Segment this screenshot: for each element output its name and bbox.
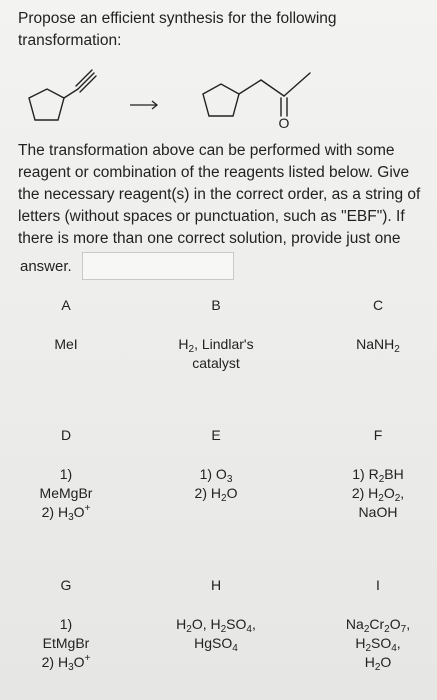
question-prompt: Propose an efficient synthesis for the following transformation: [18,10,337,49]
reagent-option-f [318,426,437,522]
reaction-scheme [18,56,328,136]
reagent-letter: F [373,427,383,443]
reagent-option-h [156,576,276,653]
reagent-option-d [6,426,126,522]
reagent-text: 1) MeMgBr 2) $H_3O^+$ [39,466,93,523]
answer-label: answer. [20,258,72,275]
starting-material [29,70,96,120]
reagent-letter: I [376,577,380,593]
reagent-letter: C [372,297,384,313]
reagent-text: 1) EtMgBr 2) $H_3O^+$ [41,616,91,673]
reagent-letter: D [60,427,72,443]
reagent-option-a [6,296,126,354]
reagent-text: MeI [54,336,78,352]
reagent-letter: A [61,297,71,313]
question-description: The transformation above can be performed with some reagent or combination of the reagents listed below. Give the necessary reagent(s) in the correct order, as a string of letters (without spaces or punctuation, such as "EBF"). If there is more than one correct solution, provide just one [18,142,421,247]
reagent-text: $H_2O$, $H_2SO_4$, HgSO$_4$ [176,616,256,654]
reagent-letter: G [60,577,72,593]
reagent-option-i [318,576,437,672]
reagent-letter: H [210,577,222,593]
answer-input[interactable] [82,252,234,280]
reagent-letter: E [211,427,221,443]
reagent-option-b [156,296,276,373]
reagent-option-c [318,296,437,354]
reagent-text: 1) $O_3$ 2) $H_2O$ [194,466,238,504]
reagent-text: NaNH$_2$ [356,336,400,355]
reaction-arrow [130,101,157,109]
carbonyl-oxygen-label: O [278,115,290,131]
reagent-option-e [156,426,276,503]
reagent-option-g [6,576,126,672]
product [203,73,310,116]
reagent-letter: B [211,297,221,313]
reagent-text: $Na_2Cr_2O_7$, $H_2SO_4$, $H_2O$ [345,616,411,673]
reagent-text: 1) $R_2BH$ 2) $H_2O_2$, NaOH [351,466,405,520]
reagent-text: $H_2$, Lindlar's catalyst [178,336,254,371]
